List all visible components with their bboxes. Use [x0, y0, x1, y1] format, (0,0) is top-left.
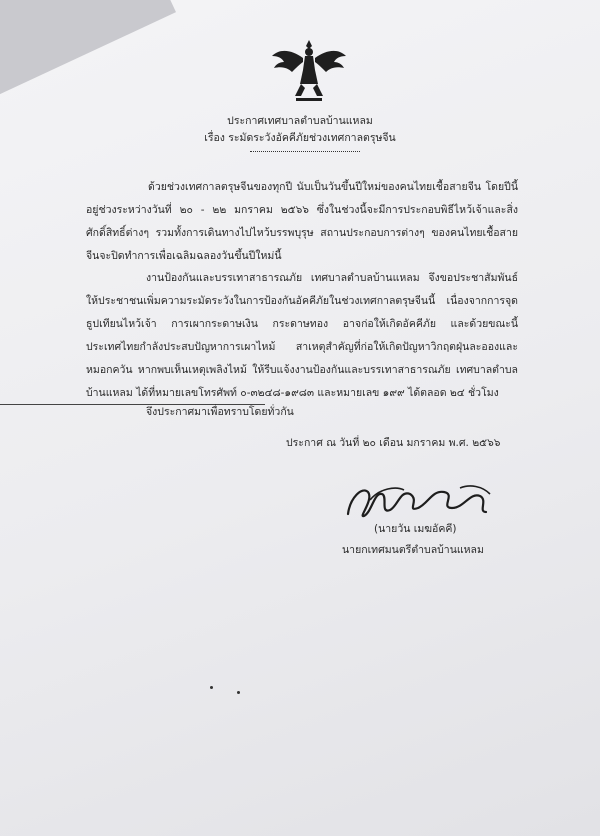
closing-line: จึงประกาศมาเพื่อทราบโดยทั่วกัน — [146, 406, 294, 418]
announcement-date: ประกาศ ณ วันที่ ๒๐ เดือน มกราคม พ.ศ. ๒๕๖๖ — [286, 437, 501, 449]
signature-icon — [340, 478, 500, 526]
signatory-title: นายกเทศมนตรีตำบลบ้านแหลม — [342, 544, 484, 556]
page-corner-shadow — [0, 0, 176, 97]
signatory-name: (นายวัน เมฆอัคคี) — [374, 523, 457, 535]
paper-speck — [237, 691, 240, 694]
heading-divider — [250, 151, 360, 152]
paper-speck — [210, 686, 213, 689]
body-paragraph-2: งานป้องกันและบรรเทาสาธารณภัย เทศบาลตำบลบ้านแหลม จึงขอประชาสัมพันธ์ให้ประชาชนเพิ่มความระมัดระวังในการป้องกันอัคคีภัยในช่วงเทศกาลตรุษจีนนี้ เนื่องจากการจุดธูปเทียนไหว้เจ้า การเผากระดาษเงิน กระดาษทอง อาจก่อให้เกิดอัคคีภัย และด้วยขณะนี้ประเทศไทยกำลังประสบปัญหาการเผาไหม้ สาเหตุสำคัญที่ก่อให้เกิดปัญหาวิกฤตฝุ่นละอองและหมอกควัน หากพบเห็นเหตุเพลิงไหม้ ให้รีบแจ้งงานป้องกันและบรรเทาสาธารณภัย เทศบาลตำบลบ้านแหลม ได้ที่หมายเลขโทรศัพท์ ๐-๓๒๔๘-๑๙๘๓ และหมายเลข ๑๙๙ ได้ตลอด ๒๔ ชั่วโมง — [86, 272, 518, 399]
org-heading: ประกาศเทศบาลตำบลบ้านแหลม — [227, 115, 373, 127]
garuda-emblem-icon — [270, 38, 348, 106]
subject-heading: เรื่อง ระมัดระวังอัคคีภัยช่วงเทศกาลตรุษจีน — [204, 132, 396, 144]
body-paragraph-1: ด้วยช่วงเทศกาลตรุษจีนของทุกปี นับเป็นวันขึ้นปีใหม่ของคนไทยเชื้อสายจีน โดยปีนี้อยู่ช่วงระหว่างวันที่ ๒๐ - ๒๒ มกราคม ๒๕๖๖ ซึ่งในช่วงนี้จะมีการประกอบพิธีไหว้เจ้าและสิ่งศักดิ์สิทธิ์ต่างๆ รวมทั้งการเดินทางไปไหว้บรรพบุรุษ สถานประกอบการต่างๆ ของคนไทยเชื้อสายจีนจะปิดทำการเพื่อเฉลิมฉลองวันขึ้นปีใหม่นี้ — [86, 181, 518, 262]
